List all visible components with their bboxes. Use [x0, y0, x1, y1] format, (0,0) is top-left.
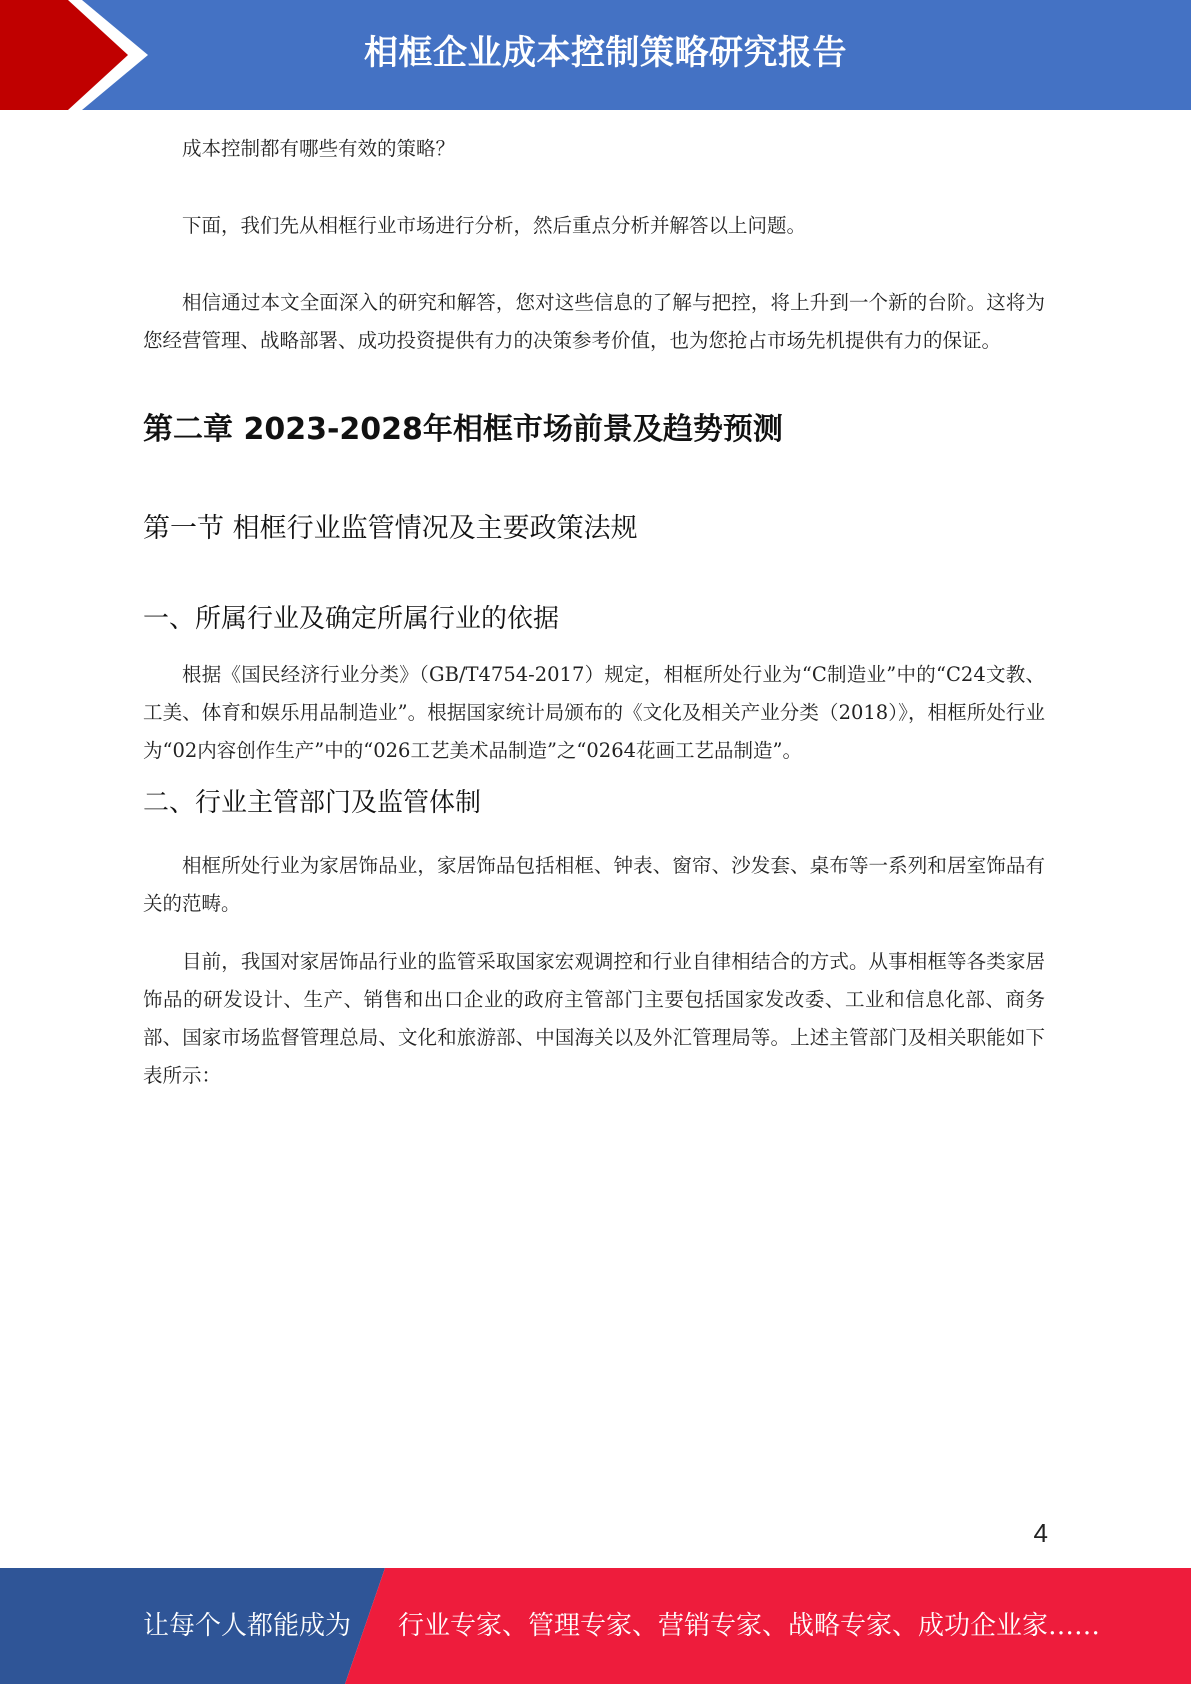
page-number: 4: [1033, 1518, 1048, 1548]
paragraph-6: 目前，我国对家居饰品行业的监管采取国家宏观调控和行业自律相结合的方式。从事相框等各类家居饰品的研发设计、生产、销售和出口企业的政府主管部门主要包括国家发改委、工业和信息化部、商务部、国家市场监督管理总局、文化和旅游部、中国海关以及外汇管理局等。上述主管部门及相关职能如下表所示：: [143, 950, 1045, 1087]
subsection-title-1: 一、所属行业及确定所属行业的依据: [143, 604, 560, 634]
report-title: 相框企业成本控制策略研究报告: [364, 33, 847, 73]
paragraph-2: 下面，我们先从相框行业市场进行分析，然后重点分析并解答以上问题。: [182, 214, 807, 237]
main-content: [143, 130, 1045, 1095]
paragraph-5: 相框所处行业为家居饰品业，家居饰品包括相框、钟表、窗帘、沙发套、桌布等一系列和居室饰品有关的范畴。: [143, 854, 1045, 915]
chapter-title: 第二章 2023-2028年相框市场前景及趋势预测: [143, 412, 783, 447]
paragraph-1: 成本控制都有哪些有效的策略？: [182, 137, 456, 160]
page-header: [0, 0, 1191, 110]
paragraph-3: 相信通过本文全面深入的研究和解答，您对这些信息的了解与把控，将上升到一个新的台阶。这将为您经营管理、战略部署、成功投资提供有力的决策参考价值，也为您抢占市场先机提供有力的保证。: [143, 291, 1045, 352]
section-title: 第一节 相框行业监管情况及主要政策法规: [143, 513, 638, 544]
footer-slogan-left: 让每个人都能成为: [143, 1611, 352, 1641]
subsection-title-2: 二、行业主管部门及监管体制: [143, 788, 482, 818]
footer-slogan-right: 行业专家、管理专家、营销专家、战略专家、成功企业家……: [398, 1611, 1101, 1641]
page-footer: [0, 1568, 1191, 1684]
paragraph-4: 根据《国民经济行业分类》（GB/T4754-2017）规定，相框所处行业为“C制造业”中的“C24文教、工美、体育和娱乐用品制造业”。根据国家统计局颁布的《文化及相关产业分类（2018）》，相框所处行业为“02内容创作生产”中的“026工艺美术品制造”之“0264花画工艺品制造”。: [143, 663, 1045, 762]
